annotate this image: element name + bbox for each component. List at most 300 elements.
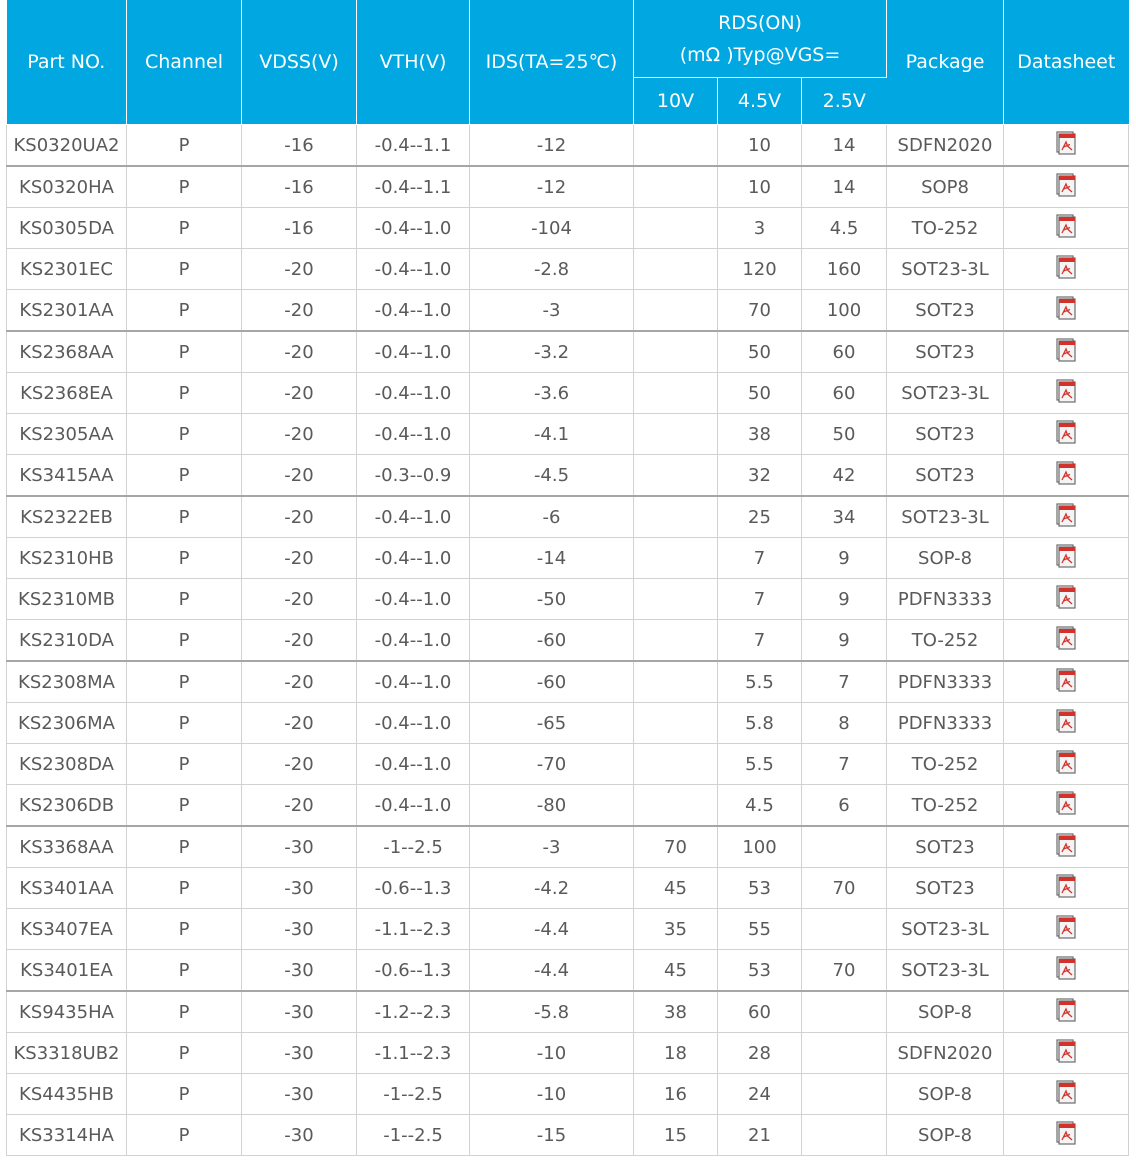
datasheet-cell [1004, 661, 1129, 703]
table-row [7, 785, 1129, 827]
vdss-cell: -20 [242, 703, 357, 744]
rds-4-5v-cell: 120 [718, 249, 802, 290]
rds-2-5v-cell: 60 [802, 373, 887, 414]
datasheet-cell [1004, 1115, 1129, 1156]
table-row [7, 744, 1129, 785]
rds-4-5v-cell: 53 [718, 950, 802, 992]
part-no-cell: KS3368AA [7, 826, 127, 868]
rds-2-5v-cell: 70 [802, 868, 887, 909]
ids-cell: -3.2 [470, 331, 634, 373]
rds-10v-cell [634, 703, 718, 744]
rds-10v-cell [634, 290, 718, 332]
vth-cell: -0.3--0.9 [357, 455, 470, 497]
pdf-download-icon[interactable] [1055, 956, 1077, 985]
channel-cell: P [127, 414, 242, 455]
vdss-cell: -16 [242, 208, 357, 249]
channel-cell: P [127, 249, 242, 290]
mosfet-spec-table [6, 0, 1129, 1156]
part-no-cell: KS0320UA2 [7, 125, 127, 167]
part-no-cell: KS2301EC [7, 249, 127, 290]
pdf-download-icon[interactable] [1055, 833, 1077, 862]
vth-cell: -1--2.5 [357, 826, 470, 868]
vdss-cell: -30 [242, 868, 357, 909]
package-cell: SOP-8 [887, 538, 1004, 579]
part-no-cell: KS3314HA [7, 1115, 127, 1156]
pdf-download-icon[interactable] [1055, 1121, 1077, 1150]
table-row [7, 703, 1129, 744]
col-rds-10v: 10V [634, 78, 718, 125]
vth-cell: -1--2.5 [357, 1074, 470, 1115]
part-no-cell: KS2310MB [7, 579, 127, 620]
channel-cell: P [127, 496, 242, 538]
vdss-cell: -20 [242, 785, 357, 827]
ids-cell: -12 [470, 125, 634, 167]
pdf-download-icon[interactable] [1055, 915, 1077, 944]
datasheet-cell [1004, 290, 1129, 332]
rds-10v-cell [634, 455, 718, 497]
package-cell: PDFN3333 [887, 703, 1004, 744]
channel-cell: P [127, 538, 242, 579]
channel-cell: P [127, 744, 242, 785]
vdss-cell: -30 [242, 950, 357, 992]
pdf-download-icon[interactable] [1055, 668, 1077, 697]
rds-4-5v-cell: 32 [718, 455, 802, 497]
rds-2-5v-cell: 7 [802, 744, 887, 785]
pdf-download-icon[interactable] [1055, 173, 1077, 202]
channel-cell: P [127, 290, 242, 332]
table-row [7, 579, 1129, 620]
channel-cell: P [127, 166, 242, 208]
datasheet-cell [1004, 538, 1129, 579]
vth-cell: -0.4--1.0 [357, 703, 470, 744]
rds-4-5v-cell: 60 [718, 991, 802, 1033]
rds-2-5v-cell: 6 [802, 785, 887, 827]
table-row [7, 991, 1129, 1033]
package-cell: SOP-8 [887, 991, 1004, 1033]
pdf-download-icon[interactable] [1055, 255, 1077, 284]
table-row [7, 331, 1129, 373]
part-no-cell: KS0320HA [7, 166, 127, 208]
vth-cell: -0.6--1.3 [357, 950, 470, 992]
rds-2-5v-cell: 100 [802, 290, 887, 332]
package-cell: SOT23 [887, 331, 1004, 373]
rds-4-5v-cell: 7 [718, 620, 802, 662]
package-cell: SOT23-3L [887, 909, 1004, 950]
pdf-download-icon[interactable] [1055, 296, 1077, 325]
pdf-download-icon[interactable] [1055, 1039, 1077, 1068]
datasheet-cell [1004, 166, 1129, 208]
vth-cell: -0.4--1.0 [357, 579, 470, 620]
pdf-download-icon[interactable] [1055, 585, 1077, 614]
ids-cell: -3 [470, 290, 634, 332]
ids-cell: -80 [470, 785, 634, 827]
datasheet-cell [1004, 950, 1129, 992]
pdf-download-icon[interactable] [1055, 420, 1077, 449]
rds-2-5v-cell: 4.5 [802, 208, 887, 249]
rds-2-5v-cell: 42 [802, 455, 887, 497]
rds-4-5v-cell: 5.8 [718, 703, 802, 744]
rds-2-5v-cell: 14 [802, 125, 887, 167]
table-row [7, 373, 1129, 414]
channel-cell: P [127, 579, 242, 620]
table-row [7, 661, 1129, 703]
rds-4-5v-cell: 21 [718, 1115, 802, 1156]
vdss-cell: -20 [242, 620, 357, 662]
part-no-cell: KS2308DA [7, 744, 127, 785]
package-cell: SOT23 [887, 868, 1004, 909]
ids-cell: -65 [470, 703, 634, 744]
package-cell: SOP-8 [887, 1074, 1004, 1115]
pdf-download-icon[interactable] [1055, 461, 1077, 490]
part-no-cell: KS3318UB2 [7, 1033, 127, 1074]
rds-10v-cell [634, 579, 718, 620]
ids-cell: -10 [470, 1033, 634, 1074]
table-row [7, 166, 1129, 208]
channel-cell: P [127, 785, 242, 827]
package-cell: SOP-8 [887, 1115, 1004, 1156]
part-no-cell: KS3415AA [7, 455, 127, 497]
table-row [7, 538, 1129, 579]
vth-cell: -0.4--1.0 [357, 744, 470, 785]
rds-2-5v-cell: 160 [802, 249, 887, 290]
pdf-download-icon[interactable] [1055, 626, 1077, 655]
package-cell: SOT23 [887, 826, 1004, 868]
package-cell: SOT23 [887, 290, 1004, 332]
vth-cell: -1.2--2.3 [357, 991, 470, 1033]
vdss-cell: -20 [242, 661, 357, 703]
rds-4-5v-cell: 100 [718, 826, 802, 868]
package-cell: SOP8 [887, 166, 1004, 208]
ids-cell: -3 [470, 826, 634, 868]
package-cell: SDFN2020 [887, 125, 1004, 167]
rds-10v-cell [634, 166, 718, 208]
datasheet-cell [1004, 785, 1129, 827]
table-row [7, 909, 1129, 950]
ids-cell: -4.1 [470, 414, 634, 455]
pdf-download-icon[interactable] [1055, 503, 1077, 532]
pdf-download-icon[interactable] [1055, 709, 1077, 738]
channel-cell: P [127, 868, 242, 909]
channel-cell: P [127, 661, 242, 703]
vdss-cell: -30 [242, 826, 357, 868]
datasheet-cell [1004, 703, 1129, 744]
table-row [7, 1033, 1129, 1074]
datasheet-cell [1004, 496, 1129, 538]
rds-4-5v-cell: 38 [718, 414, 802, 455]
table-row [7, 414, 1129, 455]
col-vdss: VDSS(V) [242, 0, 357, 125]
table-row [7, 208, 1129, 249]
vth-cell: -1.1--2.3 [357, 1033, 470, 1074]
datasheet-cell [1004, 1074, 1129, 1115]
datasheet-cell [1004, 208, 1129, 249]
vth-cell: -0.4--1.0 [357, 661, 470, 703]
channel-cell: P [127, 208, 242, 249]
channel-cell: P [127, 826, 242, 868]
package-cell: TO-252 [887, 744, 1004, 785]
rds-2-5v-cell [802, 1115, 887, 1156]
col-part-no: Part NO. [7, 0, 127, 125]
rds-4-5v-cell: 70 [718, 290, 802, 332]
ids-cell: -5.8 [470, 991, 634, 1033]
rds-10v-cell [634, 249, 718, 290]
ids-cell: -6 [470, 496, 634, 538]
rds-4-5v-cell: 5.5 [718, 661, 802, 703]
table-row [7, 249, 1129, 290]
package-cell: SOT23 [887, 455, 1004, 497]
rds-4-5v-cell: 24 [718, 1074, 802, 1115]
datasheet-cell [1004, 373, 1129, 414]
channel-cell: P [127, 620, 242, 662]
rds-2-5v-cell: 9 [802, 579, 887, 620]
datasheet-cell [1004, 826, 1129, 868]
rds-4-5v-cell: 53 [718, 868, 802, 909]
vth-cell: -0.4--1.0 [357, 538, 470, 579]
rds-4-5v-cell: 4.5 [718, 785, 802, 827]
rds-10v-cell: 16 [634, 1074, 718, 1115]
vdss-cell: -20 [242, 331, 357, 373]
part-no-cell: KS2308MA [7, 661, 127, 703]
part-no-cell: KS3401AA [7, 868, 127, 909]
package-cell: SDFN2020 [887, 1033, 1004, 1074]
channel-cell: P [127, 455, 242, 497]
rds-10v-cell [634, 620, 718, 662]
vdss-cell: -16 [242, 125, 357, 167]
rds-2-5v-cell: 9 [802, 538, 887, 579]
package-cell: PDFN3333 [887, 579, 1004, 620]
rds-4-5v-cell: 50 [718, 373, 802, 414]
col-channel: Channel [127, 0, 242, 125]
datasheet-cell [1004, 909, 1129, 950]
part-no-cell: KS2306MA [7, 703, 127, 744]
ids-cell: -60 [470, 661, 634, 703]
vth-cell: -0.6--1.3 [357, 868, 470, 909]
vdss-cell: -20 [242, 290, 357, 332]
rds-2-5v-cell [802, 1074, 887, 1115]
rds-4-5v-cell: 25 [718, 496, 802, 538]
table-row [7, 950, 1129, 992]
channel-cell: P [127, 331, 242, 373]
pdf-download-icon[interactable] [1055, 1080, 1077, 1109]
part-no-cell: KS2310DA [7, 620, 127, 662]
package-cell: SOT23-3L [887, 373, 1004, 414]
rds-10v-cell [634, 125, 718, 167]
part-no-cell: KS3407EA [7, 909, 127, 950]
rds-10v-cell [634, 208, 718, 249]
datasheet-cell [1004, 249, 1129, 290]
vdss-cell: -30 [242, 1115, 357, 1156]
vdss-cell: -20 [242, 249, 357, 290]
rds-2-5v-cell [802, 1033, 887, 1074]
channel-cell: P [127, 1033, 242, 1074]
ids-cell: -60 [470, 620, 634, 662]
vdss-cell: -20 [242, 744, 357, 785]
rds-10v-cell: 18 [634, 1033, 718, 1074]
vdss-cell: -30 [242, 1033, 357, 1074]
rds-10v-cell [634, 744, 718, 785]
ids-cell: -4.4 [470, 909, 634, 950]
vdss-cell: -30 [242, 909, 357, 950]
table-row [7, 1115, 1129, 1156]
rds-2-5v-cell: 8 [802, 703, 887, 744]
ids-cell: -70 [470, 744, 634, 785]
pdf-download-icon[interactable] [1055, 998, 1077, 1027]
datasheet-cell [1004, 868, 1129, 909]
part-no-cell: KS9435HA [7, 991, 127, 1033]
rds-2-5v-cell [802, 826, 887, 868]
vth-cell: -1.1--2.3 [357, 909, 470, 950]
rds-10v-cell [634, 785, 718, 827]
ids-cell: -50 [470, 579, 634, 620]
rds-10v-cell: 45 [634, 950, 718, 992]
channel-cell: P [127, 991, 242, 1033]
vth-cell: -0.4--1.0 [357, 496, 470, 538]
vdss-cell: -30 [242, 991, 357, 1033]
header-row [7, 0, 1129, 78]
ids-cell: -2.8 [470, 249, 634, 290]
package-cell: PDFN3333 [887, 661, 1004, 703]
vth-cell: -0.4--1.0 [357, 785, 470, 827]
vth-cell: -0.4--1.0 [357, 290, 470, 332]
pdf-download-icon[interactable] [1055, 214, 1077, 243]
datasheet-cell [1004, 455, 1129, 497]
rds-10v-cell [634, 373, 718, 414]
vth-cell: -0.4--1.0 [357, 620, 470, 662]
pdf-download-icon[interactable] [1055, 379, 1077, 408]
table-body [7, 125, 1129, 1156]
channel-cell: P [127, 909, 242, 950]
ids-cell: -15 [470, 1115, 634, 1156]
table-row [7, 868, 1129, 909]
rds-4-5v-cell: 5.5 [718, 744, 802, 785]
part-no-cell: KS4435HB [7, 1074, 127, 1115]
table-row [7, 125, 1129, 167]
rds-10v-cell [634, 496, 718, 538]
rds-2-5v-cell [802, 909, 887, 950]
col-ids: IDS(TA=25℃) [470, 0, 634, 125]
ids-cell: -104 [470, 208, 634, 249]
channel-cell: P [127, 950, 242, 992]
vdss-cell: -20 [242, 455, 357, 497]
vdss-cell: -20 [242, 538, 357, 579]
package-cell: SOT23-3L [887, 249, 1004, 290]
channel-cell: P [127, 703, 242, 744]
vth-cell: -1--2.5 [357, 1115, 470, 1156]
part-no-cell: KS2368EA [7, 373, 127, 414]
rds-4-5v-cell: 28 [718, 1033, 802, 1074]
pdf-download-icon[interactable] [1055, 791, 1077, 820]
table-row [7, 620, 1129, 662]
col-rds-2-5v: 2.5V [802, 78, 887, 125]
rds-4-5v-cell: 3 [718, 208, 802, 249]
vdss-cell: -30 [242, 1074, 357, 1115]
ids-cell: -14 [470, 538, 634, 579]
vth-cell: -0.4--1.1 [357, 125, 470, 167]
table-row [7, 826, 1129, 868]
vdss-cell: -20 [242, 579, 357, 620]
channel-cell: P [127, 125, 242, 167]
channel-cell: P [127, 1074, 242, 1115]
part-no-cell: KS2310HB [7, 538, 127, 579]
vth-cell: -0.4--1.0 [357, 373, 470, 414]
datasheet-cell [1004, 744, 1129, 785]
part-no-cell: KS2306DB [7, 785, 127, 827]
part-no-cell: KS2322EB [7, 496, 127, 538]
part-no-cell: KS0305DA [7, 208, 127, 249]
pdf-download-icon[interactable] [1055, 544, 1077, 573]
vdss-cell: -20 [242, 414, 357, 455]
package-cell: TO-252 [887, 620, 1004, 662]
col-rds-4-5v: 4.5V [718, 78, 802, 125]
rds-2-5v-cell: 14 [802, 166, 887, 208]
ids-cell: -4.4 [470, 950, 634, 992]
channel-cell: P [127, 1115, 242, 1156]
vth-cell: -0.4--1.0 [357, 414, 470, 455]
rds-2-5v-cell: 7 [802, 661, 887, 703]
pdf-download-icon[interactable] [1055, 750, 1077, 779]
pdf-download-icon[interactable] [1055, 338, 1077, 367]
package-cell: SOT23-3L [887, 496, 1004, 538]
datasheet-cell [1004, 125, 1129, 167]
table-row [7, 455, 1129, 497]
datasheet-cell [1004, 331, 1129, 373]
table-row [7, 290, 1129, 332]
ids-cell: -4.5 [470, 455, 634, 497]
rds-10v-cell [634, 414, 718, 455]
col-vth: VTH(V) [357, 0, 470, 125]
table-row [7, 496, 1129, 538]
pdf-download-icon[interactable] [1055, 131, 1077, 160]
col-rds-on-group [634, 0, 887, 78]
datasheet-cell [1004, 1033, 1129, 1074]
rds-10v-cell [634, 331, 718, 373]
pdf-download-icon[interactable] [1055, 874, 1077, 903]
part-no-cell: KS3401EA [7, 950, 127, 992]
package-cell: SOT23-3L [887, 950, 1004, 992]
package-cell: TO-252 [887, 208, 1004, 249]
rds-4-5v-cell: 10 [718, 125, 802, 167]
ids-cell: -10 [470, 1074, 634, 1115]
part-no-cell: KS2301AA [7, 290, 127, 332]
rds-10v-cell: 45 [634, 868, 718, 909]
rds-title: RDS(ON) [718, 11, 802, 34]
rds-10v-cell: 38 [634, 991, 718, 1033]
rds-10v-cell: 70 [634, 826, 718, 868]
ids-cell: -3.6 [470, 373, 634, 414]
rds-2-5v-cell: 60 [802, 331, 887, 373]
vdss-cell: -20 [242, 496, 357, 538]
rds-4-5v-cell: 7 [718, 579, 802, 620]
part-no-cell: KS2305AA [7, 414, 127, 455]
vdss-cell: -20 [242, 373, 357, 414]
rds-10v-cell [634, 661, 718, 703]
vth-cell: -0.4--1.0 [357, 208, 470, 249]
datasheet-cell [1004, 991, 1129, 1033]
channel-cell: P [127, 373, 242, 414]
vth-cell: -0.4--1.1 [357, 166, 470, 208]
rds-2-5v-cell [802, 991, 887, 1033]
rds-10v-cell: 35 [634, 909, 718, 950]
ids-cell: -12 [470, 166, 634, 208]
datasheet-cell [1004, 620, 1129, 662]
rds-2-5v-cell: 70 [802, 950, 887, 992]
col-package: Package [887, 0, 1004, 125]
col-datasheet: Datasheet [1004, 0, 1129, 125]
rds-2-5v-cell: 9 [802, 620, 887, 662]
vdss-cell: -16 [242, 166, 357, 208]
package-cell: SOT23 [887, 414, 1004, 455]
datasheet-cell [1004, 579, 1129, 620]
